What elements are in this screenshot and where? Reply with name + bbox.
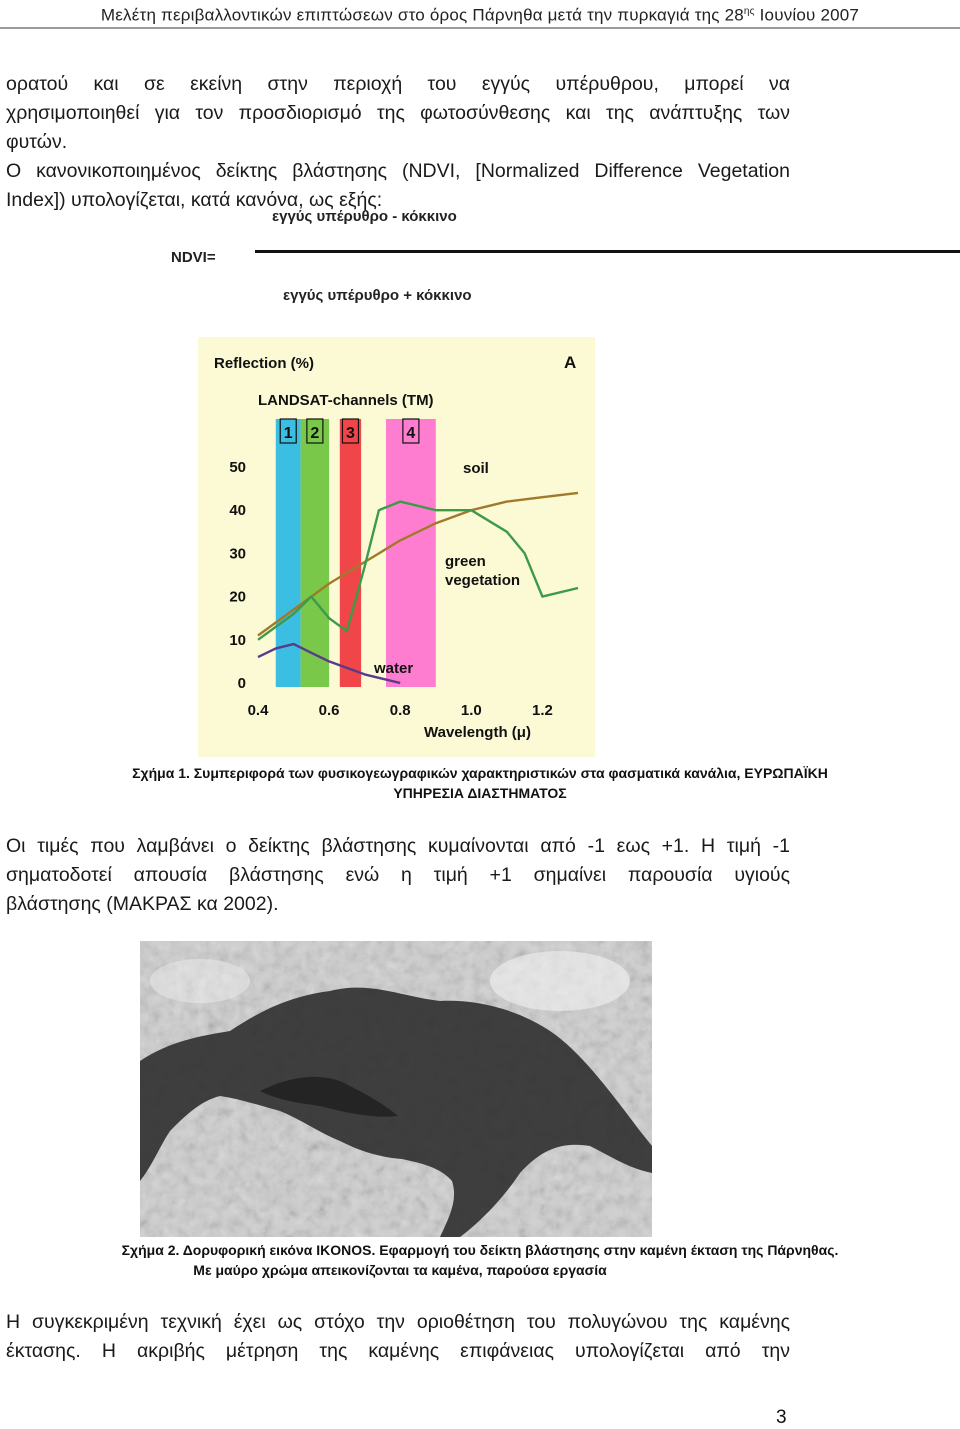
figure-1-caption-line-2: ΥΠΗΡΕΣΙΑ ΔΙΑΣΤΗΜΑΤΟΣ [393, 785, 567, 801]
intro-line-5: Index]) υπολογίζεται, κατά κανόνα, ως εξής: [6, 189, 383, 211]
page-number: 3 [776, 1407, 787, 1428]
middle-paragraph [6, 832, 790, 919]
annotation-green: green [445, 553, 486, 570]
annotation-vegetation: vegetation [445, 572, 521, 589]
x-tick-label: 0.8 [389, 702, 411, 719]
ikonos-satellite-image [140, 941, 652, 1237]
channel-label-1: 1 [283, 425, 293, 442]
chart-title: Reflection (%) [214, 355, 315, 372]
header-date: Ιουνίου 2007 [754, 5, 860, 25]
channel-label-3: 3 [345, 425, 355, 442]
running-header [0, 0, 960, 26]
channel-band-3 [340, 419, 361, 687]
channel-band-4 [386, 419, 436, 687]
channel-band-2 [301, 419, 329, 687]
cloud-patch [490, 951, 630, 1011]
y-tick-label: 30 [229, 545, 246, 563]
x-tick-label: 1.0 [460, 702, 482, 719]
annotation-water: water [374, 660, 414, 677]
middle-line-1: Οι τιμές που λαμβάνει ο δείκτης βλάστησης κυμαίνονται από -1 εως +1. Η τιμή -1 [6, 835, 790, 857]
intro-line-4: Ο κανονικοποιημένος δείκτης βλάστησης (NDVI, [Normalized Difference Vegetation [6, 160, 790, 182]
header-superscript: ης [743, 6, 755, 17]
closing-line-2: έκτασης. Η ακριβής μέτρηση της καμένης επιφάνειας υπολογίζεται από την [6, 1340, 790, 1362]
channel-label-4: 4 [406, 425, 416, 442]
intro-line-2: χρησιμοποιηθεί για τον προσδιορισμό της φωτοσύνθεσης και της ανάπτυξης των [6, 102, 790, 124]
satellite-image-graphic [140, 941, 652, 1237]
intro-line-3: φυτών. [6, 131, 68, 153]
y-tick-label: 0 [237, 675, 246, 692]
figure-2-caption-line-1: Σχήμα 2. Δορυφορική εικόνα IKONOS. Εφαρμογή του δείκτη βλάστησης στην καμένη έκταση της Πάρνηθας. [121, 1242, 839, 1258]
middle-line-3: βλάστησης (ΜΑΚΡΑΣ κα 2002). [6, 893, 279, 915]
chart-panel-label: A [564, 353, 577, 372]
y-tick-label: 20 [229, 588, 246, 606]
formula-numerator: εγγύς υπέρυθρο - κόκκινο [272, 208, 457, 225]
y-tick-label: 50 [229, 459, 246, 476]
figure-1-caption-line-1: Σχήμα 1. Συμπεριφορά των φυσικογεωγραφικών χαρακτηριστικών στα φασματικά κανάλια, ΕΥΡΩΠΑΪΚΗ [132, 765, 828, 781]
intro-line-1: ορατού και σε εκείνη στην περιοχή του εγγύς υπέρυθρου, μπορεί να [6, 73, 790, 95]
header-title: Μελέτη περιβαλλοντικών επιπτώσεων στο όρος Πάρνηθα μετά την πυρκαγιά της 28 [100, 5, 744, 25]
channel-label-2: 2 [310, 425, 320, 442]
y-tick-label: 40 [229, 502, 246, 520]
spectral-reflectance-chart [198, 337, 595, 757]
closing-paragraph [6, 1308, 790, 1366]
x-axis-label: Wavelength (μ) [424, 724, 531, 741]
fraction-rule [255, 250, 960, 253]
figure-2-caption-line-2: Με μαύρο χρώμα απεικονίζονται τα καμένα, παρούσα εργασία [193, 1262, 607, 1278]
middle-line-2: σηματοδοτεί απουσία βλάστησης ενώ η τιμή +1 σημαίνει παρουσία υγιούς [6, 864, 790, 886]
annotation-soil: soil [463, 460, 489, 477]
y-tick-label: 10 [229, 631, 246, 649]
intro-paragraph [6, 70, 790, 215]
formula-denominator: εγγύς υπέρυθρο + κόκκινο [283, 287, 472, 304]
bright-patch [150, 959, 250, 1003]
header-rule [0, 27, 960, 29]
x-tick-label: 0.6 [318, 702, 340, 719]
closing-line-1: Η συγκεκριμένη τεχνική έχει ως στόχο την οριοθέτηση του πολυγώνου της καμένης [6, 1311, 790, 1333]
chart-subtitle: LANDSAT-channels (TM) [258, 392, 434, 409]
formula-lhs: NDVI= [171, 249, 216, 266]
x-tick-label: 0.4 [247, 702, 269, 719]
x-tick-label: 1.2 [532, 702, 553, 719]
